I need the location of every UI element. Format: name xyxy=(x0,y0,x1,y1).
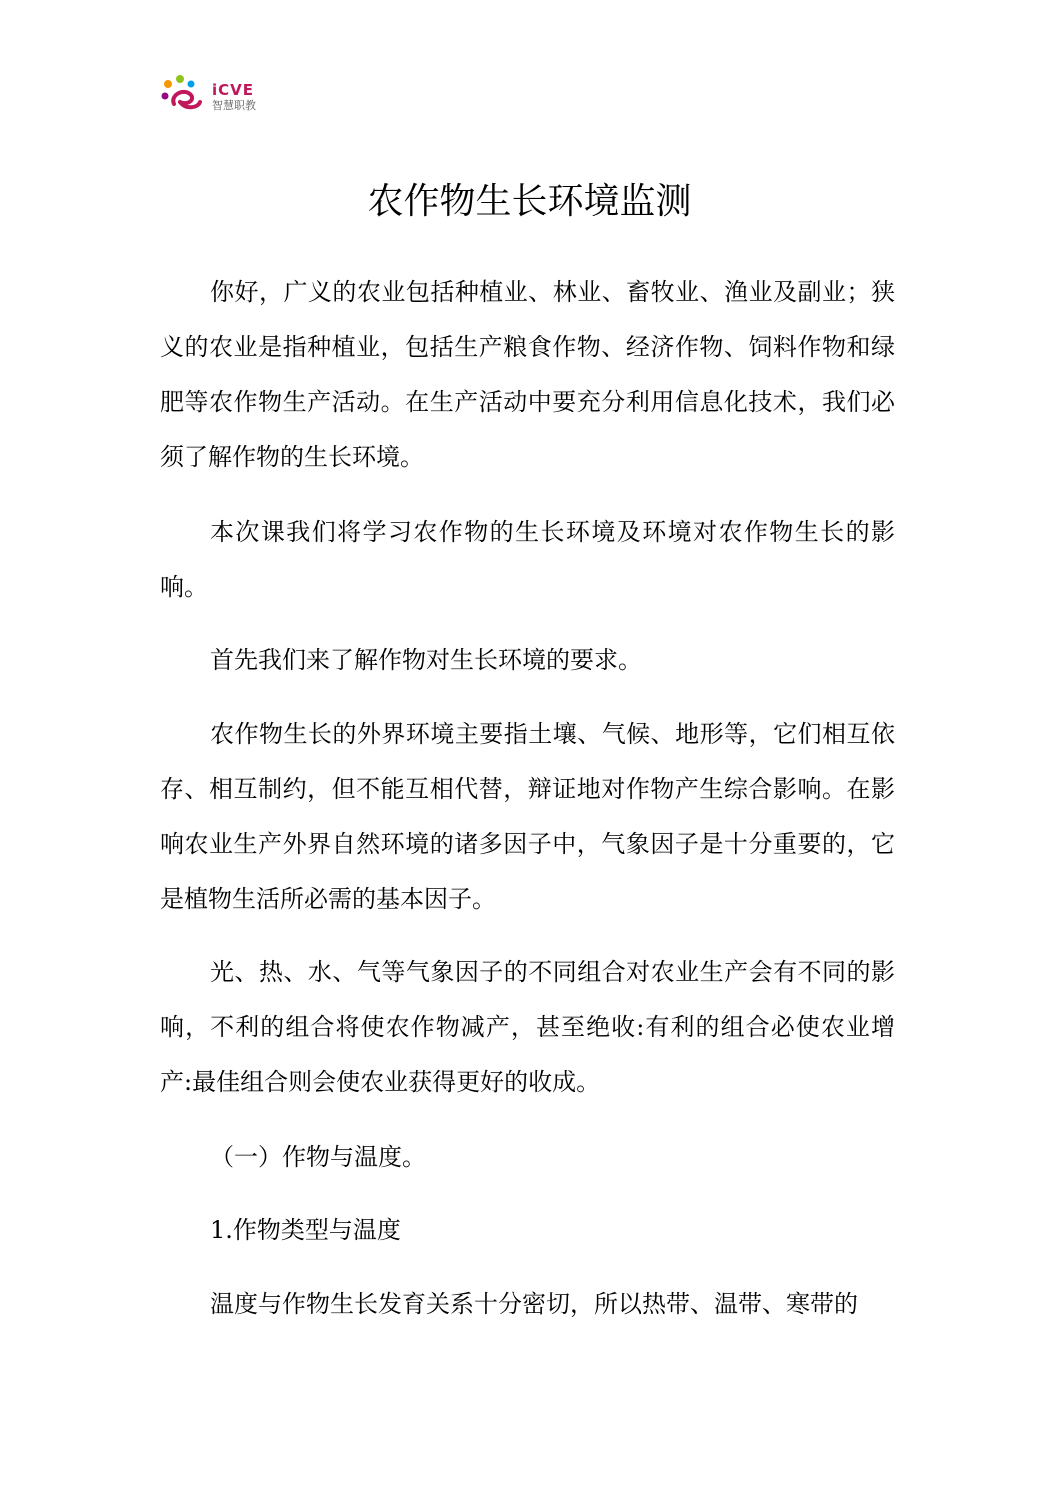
subsection-heading-crop-types: 1.作物类型与温度 xyxy=(210,1216,401,1244)
paragraph-meteorological: 光、热、水、气等气象因子的不同组合对农业生产会有不同的影响，不利的组合将使农作物减产，甚至绝收:有利的组合必使农业增产:最佳组合则会使农业获得更好的收成。 xyxy=(160,958,895,1096)
section-heading-temperature: （一）作物与温度。 xyxy=(210,1143,426,1171)
paragraph-intro: 你好，广义的农业包括种植业、林业、畜牧业、渔业及副业；狭义的农业是指种植业，包括生产粮食作物、经济作物、饲料作物和绿肥等农作物生产活动。在生产活动中要充分利用信息化技术，我们必须了解作物的生长环境。 xyxy=(160,278,895,471)
paragraph-temperature: 温度与作物生长发育关系十分密切，所以热带、温带、寒带的 xyxy=(210,1290,858,1318)
paragraph-environment: 农作物生长的外界环境主要指土壤、气候、地形等，它们相互依存、相互制约，但不能互相代替，辩证地对作物产生综合影响。在影响农业生产外界自然环境的诸多因子中，气象因子是十分重要的，它是植物生活所必需的基本因子。 xyxy=(160,720,895,913)
logo-subtitle: 智慧职教 xyxy=(212,99,256,112)
paragraph-lesson-scope: 本次课我们将学习农作物的生长环境及环境对农作物生长的影响。 xyxy=(160,518,895,601)
icve-logo-icon xyxy=(160,74,208,120)
logo-wordmark: iCVE xyxy=(212,81,255,99)
icve-logo xyxy=(160,74,270,120)
paragraph-requirements: 首先我们来了解作物对生长环境的要求。 xyxy=(210,646,642,674)
document-title: 农作物生长环境监测 xyxy=(367,181,692,222)
